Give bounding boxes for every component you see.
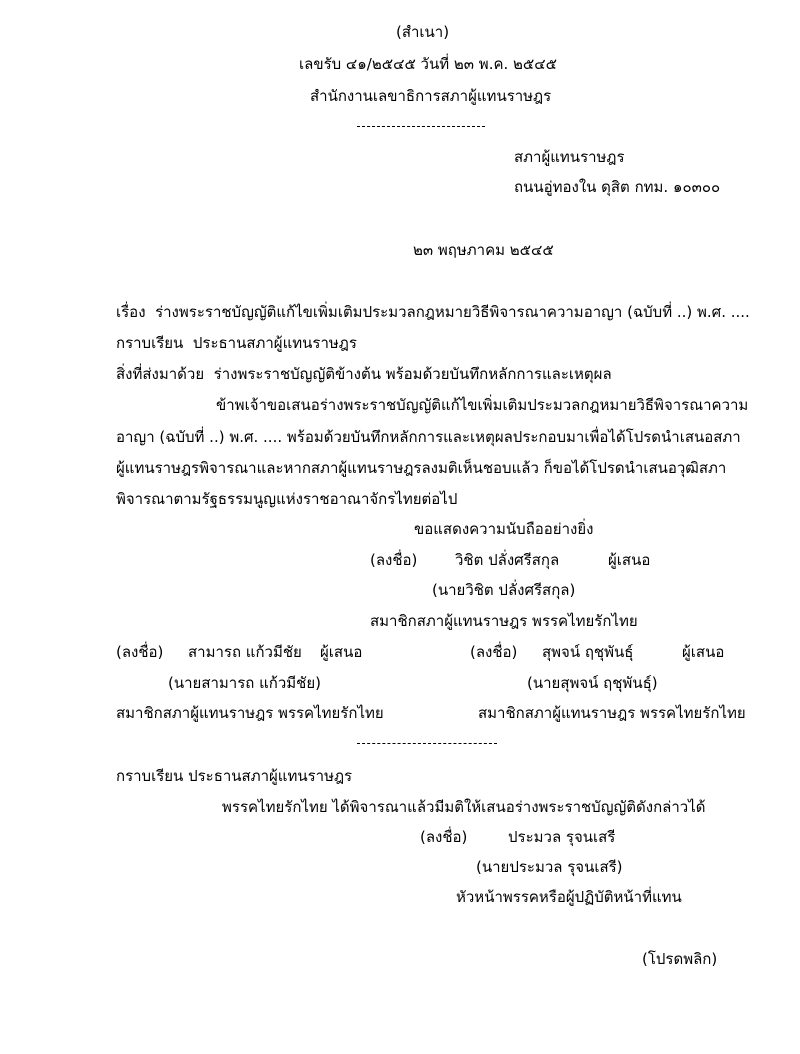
salutation-label: กราบเรียน bbox=[116, 334, 184, 352]
letter-date: ๒๓ พฤษภาคม ๒๕๔๕ bbox=[413, 241, 554, 259]
body-line: ข้าพเจ้าขอเสนอร่างพระราชบัญญัติแก้ไขเพิ่มเติมประมวลกฎหมายวิธีพิจารณาความ bbox=[216, 396, 749, 414]
closing-phrase: ขอแสดงความนับถืออย่างยิ่ง bbox=[414, 520, 594, 538]
endorsement-text: พรรคไทยรักไทย ได้พิจารณาแล้วมีมติให้เสนอร่างพระราชบัญญัติดังกล่าวได้ bbox=[222, 798, 706, 816]
copy-mark: (สำเนา) bbox=[396, 23, 450, 41]
address-line-1: สภาผู้แทนราษฎร bbox=[514, 148, 625, 166]
section-divider bbox=[357, 743, 497, 744]
office-name: สำนักงานเลขาธิการสภาผู้แทนราษฎร bbox=[310, 87, 552, 105]
salutation-text: ประธานสภาผู้แทนราษฎร bbox=[192, 334, 357, 352]
cosigner-sign-label: (ลงชื่อ) bbox=[470, 643, 518, 661]
cosigner-role: ผู้เสนอ bbox=[320, 643, 363, 661]
endorsement-signature: ประมวล รุจนเสรี bbox=[508, 828, 616, 846]
endorsement-title: หัวหน้าพรรคหรือผู้ปฏิบัติหน้าที่แทน bbox=[456, 888, 682, 906]
receipt-number: เลขรับ ๔๑/๒๕๔๕ วันที่ ๒๓ พ.ค. ๒๕๔๕ bbox=[299, 55, 557, 73]
cosigner-sign-label: (ลงชื่อ) bbox=[116, 643, 164, 661]
cosigner-role: ผู้เสนอ bbox=[682, 643, 725, 661]
main-sign-label: (ลงชื่อ) bbox=[370, 551, 418, 569]
cosigner-name: (นายสุพจน์ ฤชุพันธุ์) bbox=[527, 674, 658, 692]
cosigner-signature: สุพจน์ ฤชุพันธุ์ bbox=[542, 643, 634, 661]
enclosure-label: สิ่งที่ส่งมาด้วย bbox=[116, 365, 205, 383]
cosigner-name: (นายสามารถ แก้วมีชัย) bbox=[168, 674, 321, 692]
body-line: อาญา (ฉบับที่ ..) พ.ศ. .... พร้อมด้วยบันทึกหลักการและเหตุผลประกอบมาเพื่อได้โปรดนำเสนอสภา bbox=[116, 428, 741, 446]
cosigner-position: สมาชิกสภาผู้แทนราษฎร พรรคไทยรักไทย bbox=[116, 704, 384, 722]
main-signer-role: ผู้เสนอ bbox=[608, 551, 651, 569]
cosigner-position: สมาชิกสภาผู้แทนราษฎร พรรคไทยรักไทย bbox=[478, 704, 746, 722]
enclosure-line bbox=[116, 367, 612, 382]
body-line: พิจารณาตามรัฐธรรมนูญแห่งราชอาณาจักรไทยต่อไป bbox=[116, 490, 458, 508]
subject-line bbox=[116, 305, 750, 320]
subject-text: ร่างพระราชบัญญัติแก้ไขเพิ่มเติมประมวลกฎหมายวิธีพิจารณาความอาญา (ฉบับที่ ..) พ.ศ. .... bbox=[155, 303, 750, 321]
subject-label: เรื่อง bbox=[116, 303, 146, 321]
main-signature: วิชิต ปลั่งศรีสกุล bbox=[455, 551, 560, 569]
address-line-2: ถนนอู่ทองใน ดุสิต กทม. ๑๐๓๐๐ bbox=[514, 178, 721, 196]
page-turn-note: (โปรดพลิก) bbox=[642, 950, 718, 968]
endorsement-salutation: กราบเรียน ประธานสภาผู้แทนราษฎร bbox=[116, 767, 353, 785]
cosigner-signature: สามารถ แก้วมีชัย bbox=[188, 643, 302, 661]
salutation-line bbox=[116, 336, 357, 351]
enclosure-text: ร่างพระราชบัญญัติข้างต้น พร้อมด้วยบันทึกหลักการและเหตุผล bbox=[213, 365, 612, 383]
endorsement-sign-label: (ลงชื่อ) bbox=[420, 828, 468, 846]
header-divider bbox=[357, 126, 485, 127]
body-line: ผู้แทนราษฎรพิจารณาและหากสภาผู้แทนราษฎรลงมติเห็นชอบแล้ว ก็ขอได้โปรดนำเสนอวุฒิสภา bbox=[116, 459, 727, 477]
main-signer-name: (นายวิชิต ปลั่งศรีสกุล) bbox=[432, 581, 576, 599]
main-signer-position: สมาชิกสภาผู้แทนราษฎร พรรคไทยรักไทย bbox=[370, 612, 638, 630]
endorsement-name: (นายประมวล รุจนเสรี) bbox=[476, 858, 623, 876]
